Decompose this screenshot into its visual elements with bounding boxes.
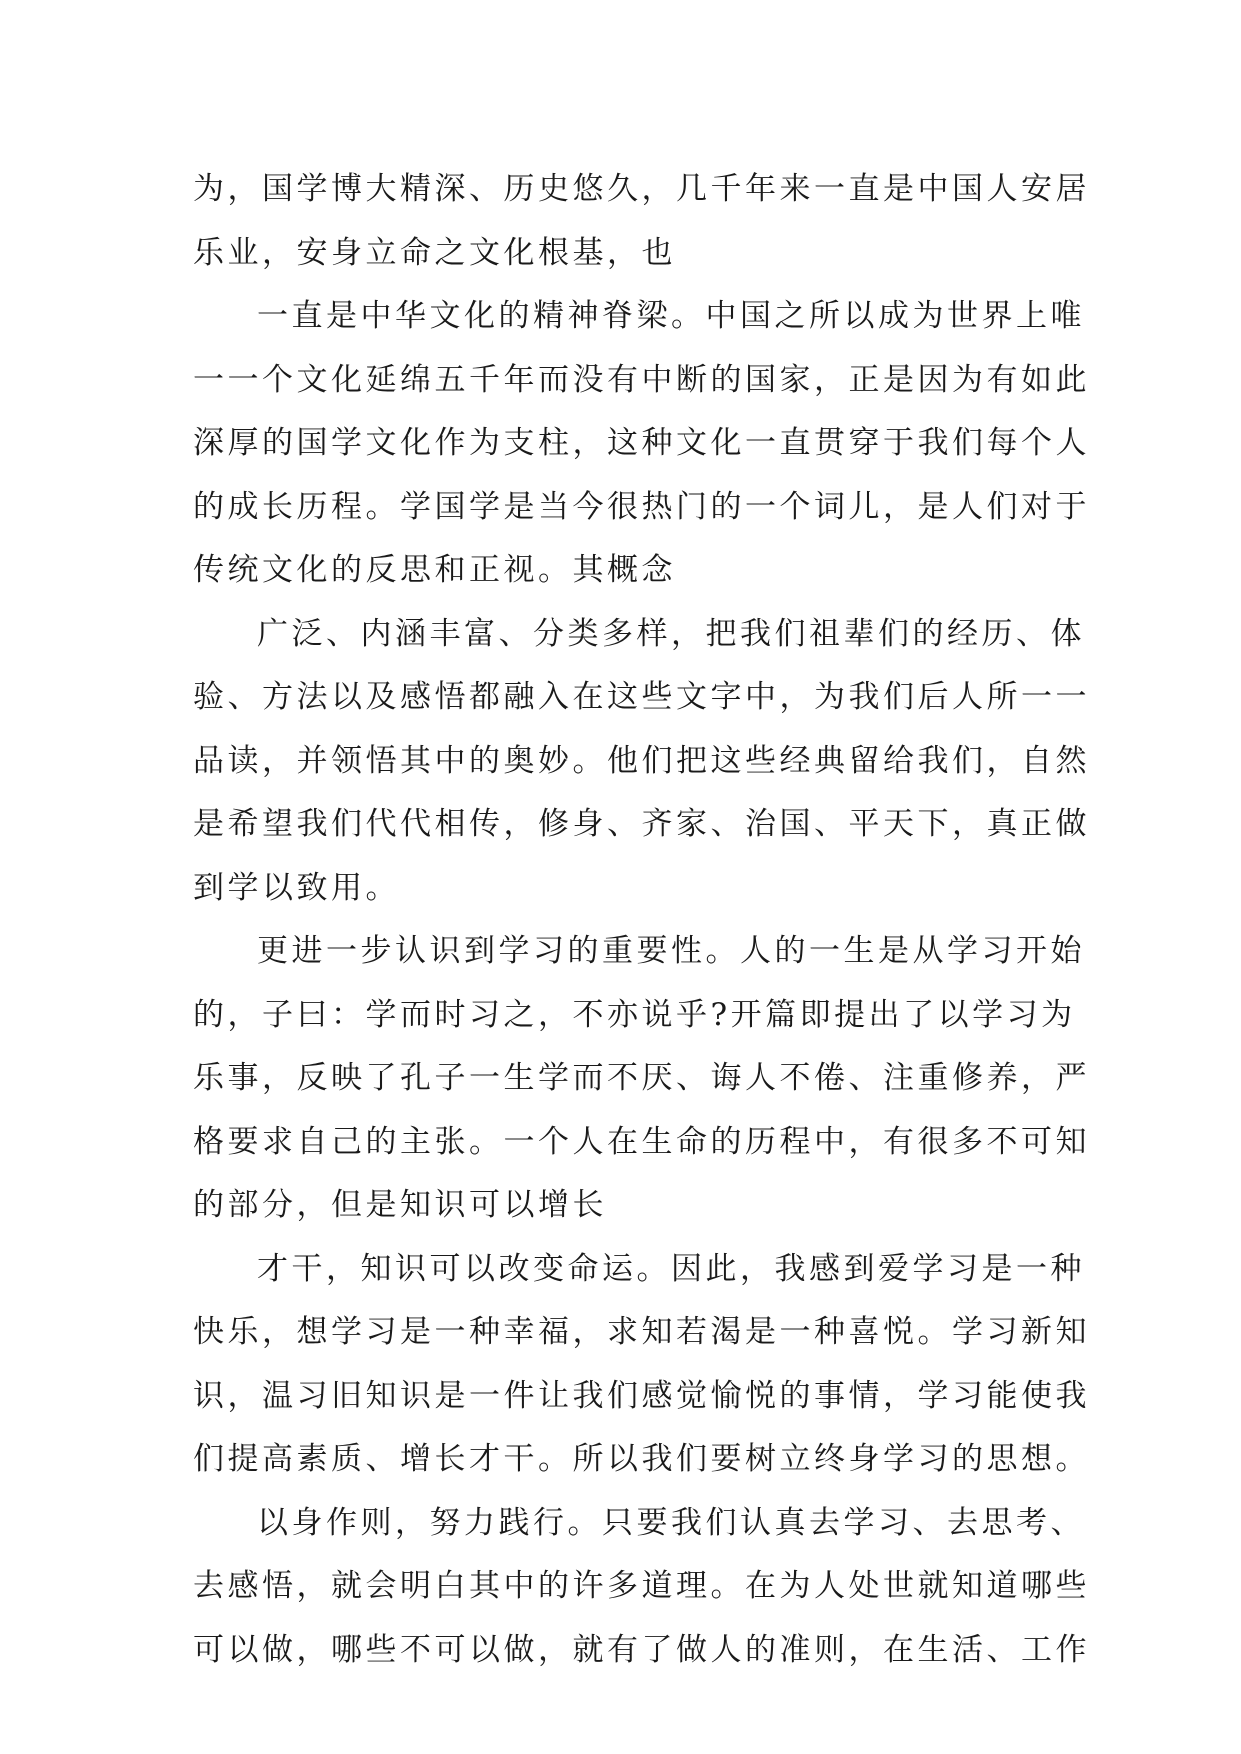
text-line: 才干，知识可以改变命运。因此，我感到爱学习是一种 (257, 1250, 1085, 1287)
paragraph (193, 1238, 1090, 1492)
document-body (193, 158, 1090, 1682)
text-line: 格要求自己的主张。一个人在生命的历程中，有很多不可知 (193, 1123, 1090, 1160)
text-line: 们提高素质、增长才干。所以我们要树立终身学习的思想。 (193, 1441, 1090, 1477)
text-line: 更进一步认识到学习的重要性。人的一生是从学习开始 (257, 933, 1085, 969)
text-line: 的，子曰：学而时习之，不亦说乎?开篇即提出了以学习为 (193, 996, 1076, 1033)
text-line: 深厚的国学文化作为支柱，这种文化一直贯穿于我们每个人 (193, 425, 1090, 461)
text-line: 为，国学博大精深、历史悠久，几千年来一直是中国人安居 (193, 171, 1090, 207)
text-line: 识，温习旧知识是一件让我们感觉愉悦的事情，学习能使我 (193, 1377, 1090, 1414)
text-line: 验、方法以及感悟都融入在这些文字中，为我们后人所一一 (193, 679, 1090, 715)
paragraph (193, 1492, 1090, 1683)
paragraph (193, 285, 1090, 603)
text-line: 是希望我们代代相传，修身、齐家、治国、平天下，真正做 (193, 806, 1090, 842)
text-line: 到学以致用。 (193, 869, 400, 906)
text-line: 的部分，但是知识可以增长 (193, 1187, 607, 1223)
text-line: 可以做，哪些不可以做，就有了做人的准则，在生活、工作 (193, 1631, 1090, 1668)
text-line: 以身作则，努力践行。只要我们认真去学习、去思考、 (257, 1504, 1085, 1541)
text-line: 品读，并领悟其中的奥妙。他们把这些经典留给我们，自然 (193, 742, 1090, 779)
text-line: 传统文化的反思和正视。其概念 (193, 552, 676, 588)
text-line: 乐事，反映了孔子一生学而不厌、诲人不倦、注重修养，严 (193, 1060, 1090, 1096)
paragraph (193, 920, 1090, 1238)
text-line: 一直是中华文化的精神脊梁。中国之所以成为世界上唯 (257, 298, 1085, 334)
text-line: 乐业，安身立命之文化根基，也 (193, 234, 676, 271)
text-line: 广泛、内涵丰富、分类多样，把我们祖辈们的经历、体 (257, 615, 1085, 652)
text-line: 的成长历程。学国学是当今很热门的一个词儿，是人们对于 (193, 488, 1090, 525)
text-line: 快乐，想学习是一种幸福，求知若渴是一种喜悦。学习新知 (193, 1314, 1090, 1350)
text-line: 去感悟，就会明白其中的许多道理。在为人处世就知道哪些 (193, 1568, 1090, 1604)
paragraph (193, 603, 1090, 921)
paragraph (193, 158, 1090, 285)
text-line: 一一个文化延绵五千年而没有中断的国家，正是因为有如此 (193, 361, 1090, 398)
